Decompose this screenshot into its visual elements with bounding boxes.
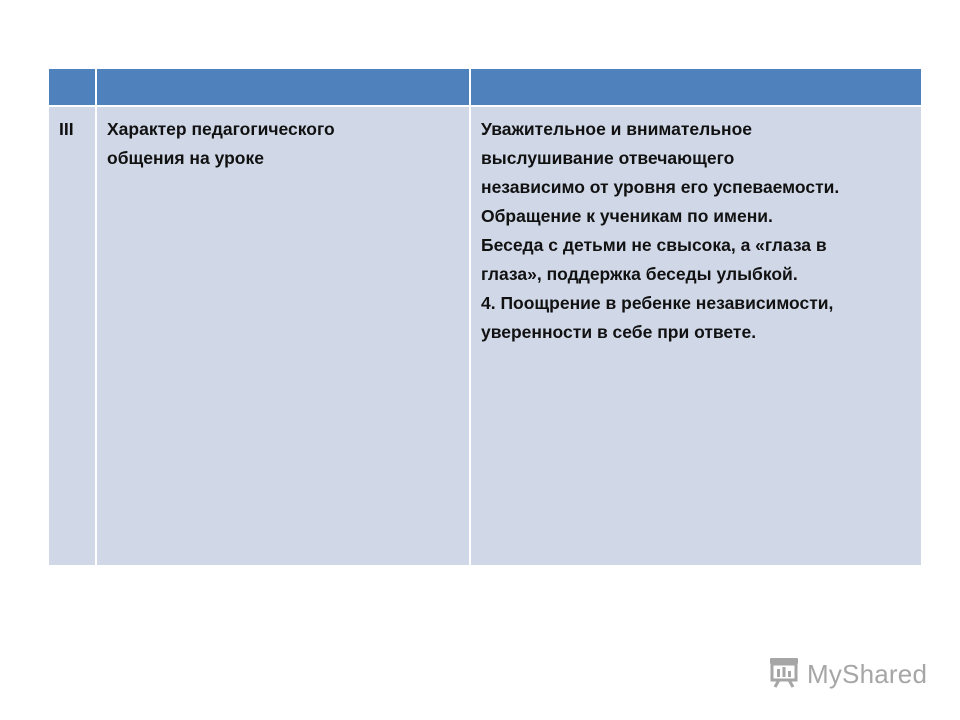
row-number: III [48,106,96,566]
indicator-line: независимо от уровня его успеваемости. [481,177,840,197]
criterion-line: Характер педагогического [107,119,335,139]
indicator-line: Обращение к ученикам по имени. [481,206,773,226]
indicator-line: 4. Поощрение в ребенке независимости, [481,293,834,313]
indicator-line: глаза», поддержка беседы улыбкой. [481,264,798,284]
watermark-text: MyShared [807,658,928,689]
criterion-line: общения на уроке [107,148,264,168]
header-cell-criterion [96,68,470,106]
table-row [48,106,922,566]
presentation-board-icon [767,655,801,694]
indicator-line: выслушивание отвечающего [481,148,735,168]
indicator-line: Уважительное и внимательное [481,119,753,139]
header-cell-indicators [470,68,922,106]
header-cell-number [48,68,96,106]
myshared-watermark [767,656,927,692]
criterion-cell [96,106,470,566]
table-header-row [48,68,922,106]
indicators-cell [470,106,922,566]
indicator-line: Беседа с детьми не свысока, а «глаза в [481,235,827,255]
criteria-table [47,67,923,567]
indicator-line: уверенности в себе при ответе. [481,322,757,342]
